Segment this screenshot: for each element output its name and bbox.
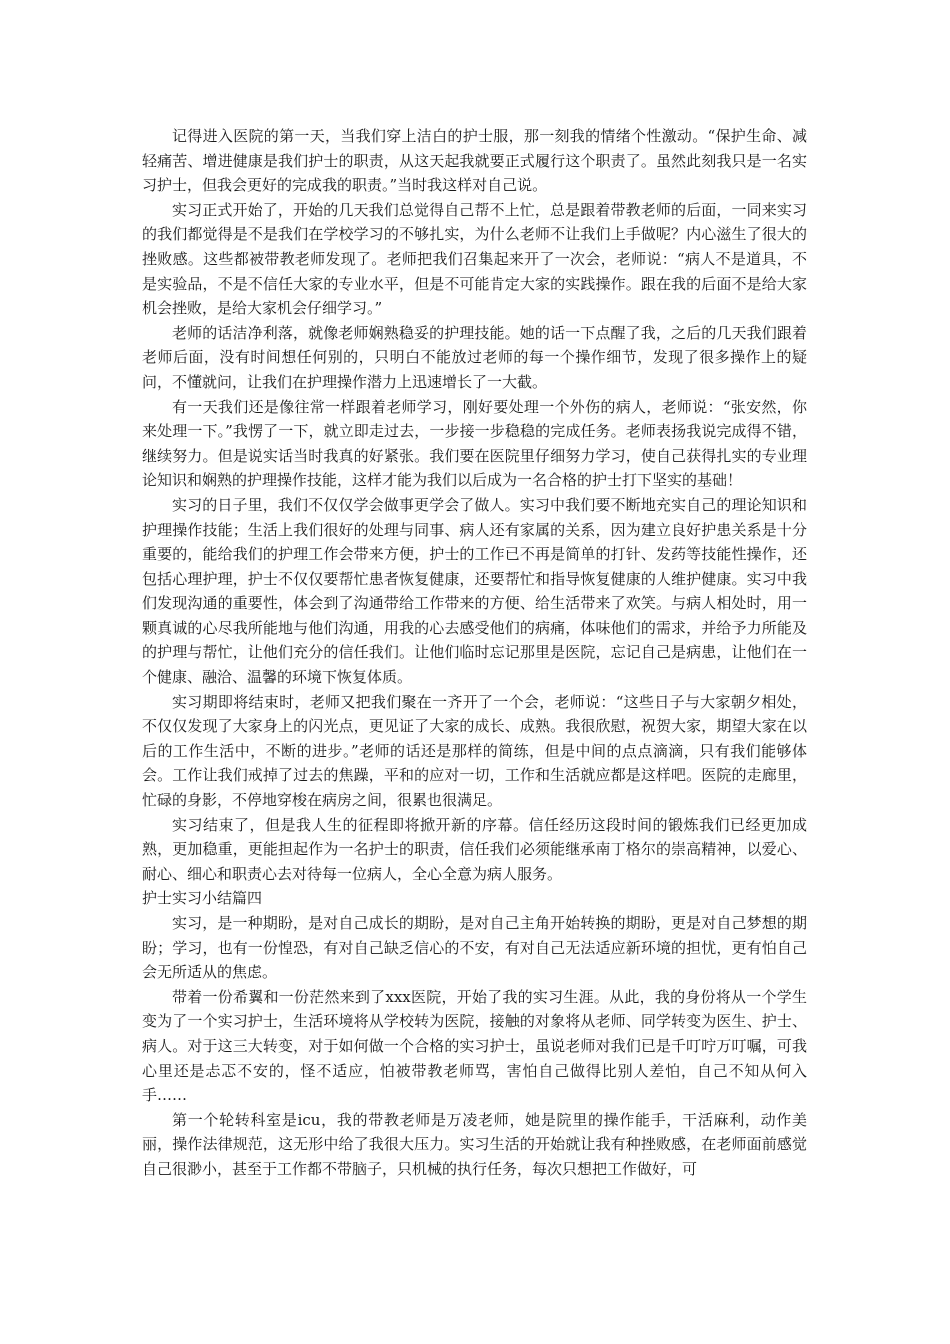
document-body [142,124,807,1182]
section-heading: 护士实习小结篇四 [142,889,263,908]
paragraph: 实习的日子里，我们不仅仅学会做事更学会了做人。实习中我们要不断地充实自己的理论知识和护理操作技能；生活上我们很好的处理与同事、病人还有家属的关系，因为建立良好护患关系是十分重要的，能给我们的护理工作会带来方便，护士的工作已不再是简单的打针、发药等技能性操作，还包括心理护理，护士不仅仅要帮忙患者恢复健康，还要帮忙和指导恢复健康的人维护健康。实习中我们发现沟通的重要性，体会到了沟通带给工作带来的方便、给生活带来了欢笑。与病人相处时，用一颗真诚的心尽我所能地与他们沟通，用我的心去感受他们的病痛，体味他们的需求，并给予力所能及的护理与帮忙，让他们充分的信任我们。让他们临时忘记那里是医院，忘记自己是病患，让他们在一个健康、融洽、温馨的环境下恢复体质。 [142,495,807,687]
paragraph: 带着一份希翼和一份茫然来到了xxx医院，开始了我的实习生涯。从此，我的身份将从一个学生变为了一个实习护士，生活环境将从学校转为医院，接触的对象将从老师、同学转变为医生、护士、病人。对于这三大转变，对于如何做一个合格的实习护士，虽说老师对我们已是千叮咛万叮嘱，可我心里还是忐忑不安的，怪不适应，怕被带教老师骂，害怕自己做得比别人差怕，自己不知从何入手…… [142,987,807,1105]
paragraph: 有一天我们还是像往常一样跟着老师学习，刚好要处理一个外伤的病人，老师说：“张安然，你来处理一下。”我愣了一下，就立即走过去，一步接一步稳稳的完成任务。老师表扬我说完成得不错，继续努力。但是说实话当时我真的好紧张。我们要在医院里仔细努力学习，使自己获得扎实的专业理论知识和娴熟的护理操作技能，这样才能为我们以后成为一名合格的护士打下坚实的基础！ [142,397,807,490]
paragraph: 实习结束了，但是我人生的征程即将掀开新的序幕。信任经历这段时间的锻炼我们已经更加成熟，更加稳重，更能担起作为一名护士的职责，信任我们必须能继承南丁格尔的崇高精神，以爱心、耐心、细心和职责心去对待每一位病人，全心全意为病人服务。 [142,815,807,883]
paragraph: 实习正式开始了，开始的几天我们总觉得自己帮不上忙，总是跟着带教老师的后面，一同来实习的我们都觉得是不是我们在学校学习的不够扎实，为什么老师不让我们上手做呢？内心滋生了很大的挫败感。这些都被带教老师发现了。老师把我们召集起来开了一次会，老师说：“病人不是道具，不是实验品，不是不信任大家的专业水平，但是不可能肯定大家的实践操作。跟在我的后面不是给大家机会挫败，是给大家机会仔细学习。” [142,200,807,318]
paragraph: 实习，是一种期盼，是对自己成长的期盼，是对自己主角开始转换的期盼，更是对自己梦想的期盼；学习，也有一份惶恐，有对自己缺乏信心的不安，有对自己无法适应新环境的担忧，更有怕自己会无所适从的焦虑。 [142,914,807,982]
paragraph: 记得进入医院的第一天，当我们穿上洁白的护士服，那一刻我的情绪个性激动。“保护生命、减轻痛苦、增进健康是我们护士的职责，从这天起我就要正式履行这个职责了。虽然此刻我只是一名实习护士，但我会更好的完成我的职责。”当时我这样对自己说。 [142,127,807,195]
paragraph: 第一个轮转科室是icu，我的带教老师是万凌老师，她是院里的操作能手，干活麻利，动作美丽，操作法律规范，这无形中给了我很大压力。实习生活的开始就让我有种挫败感，在老师面前感觉自己很渺小，甚至于工作都不带脑子，只机械的执行任务，每次只想把工作做好，可 [142,1110,807,1178]
paragraph: 老师的话洁净利落，就像老师娴熟稳妥的护理技能。她的话一下点醒了我，之后的几天我们跟着老师后面，没有时间想任何别的，只明白不能放过老师的每一个操作细节，发现了很多操作上的疑问，不懂就问，让我们在护理操作潜力上迅速增长了一大截。 [142,323,807,391]
paragraph: 实习期即将结束时，老师又把我们聚在一齐开了一个会，老师说：“这些日子与大家朝夕相处，不仅仅发现了大家身上的闪光点，更见证了大家的成长、成熟。我很欣慰，祝贺大家，期望大家在以后的工作生活中，不断的进步。”老师的话还是那样的简练，但是中间的点点滴滴，只有我们能够体会。工作让我们戒掉了过去的焦躁，平和的应对一切，工作和生活就应都是这样吧。医院的走廊里，忙碌的身影，不停地穿梭在病房之间，很累也很满足。 [142,692,807,810]
